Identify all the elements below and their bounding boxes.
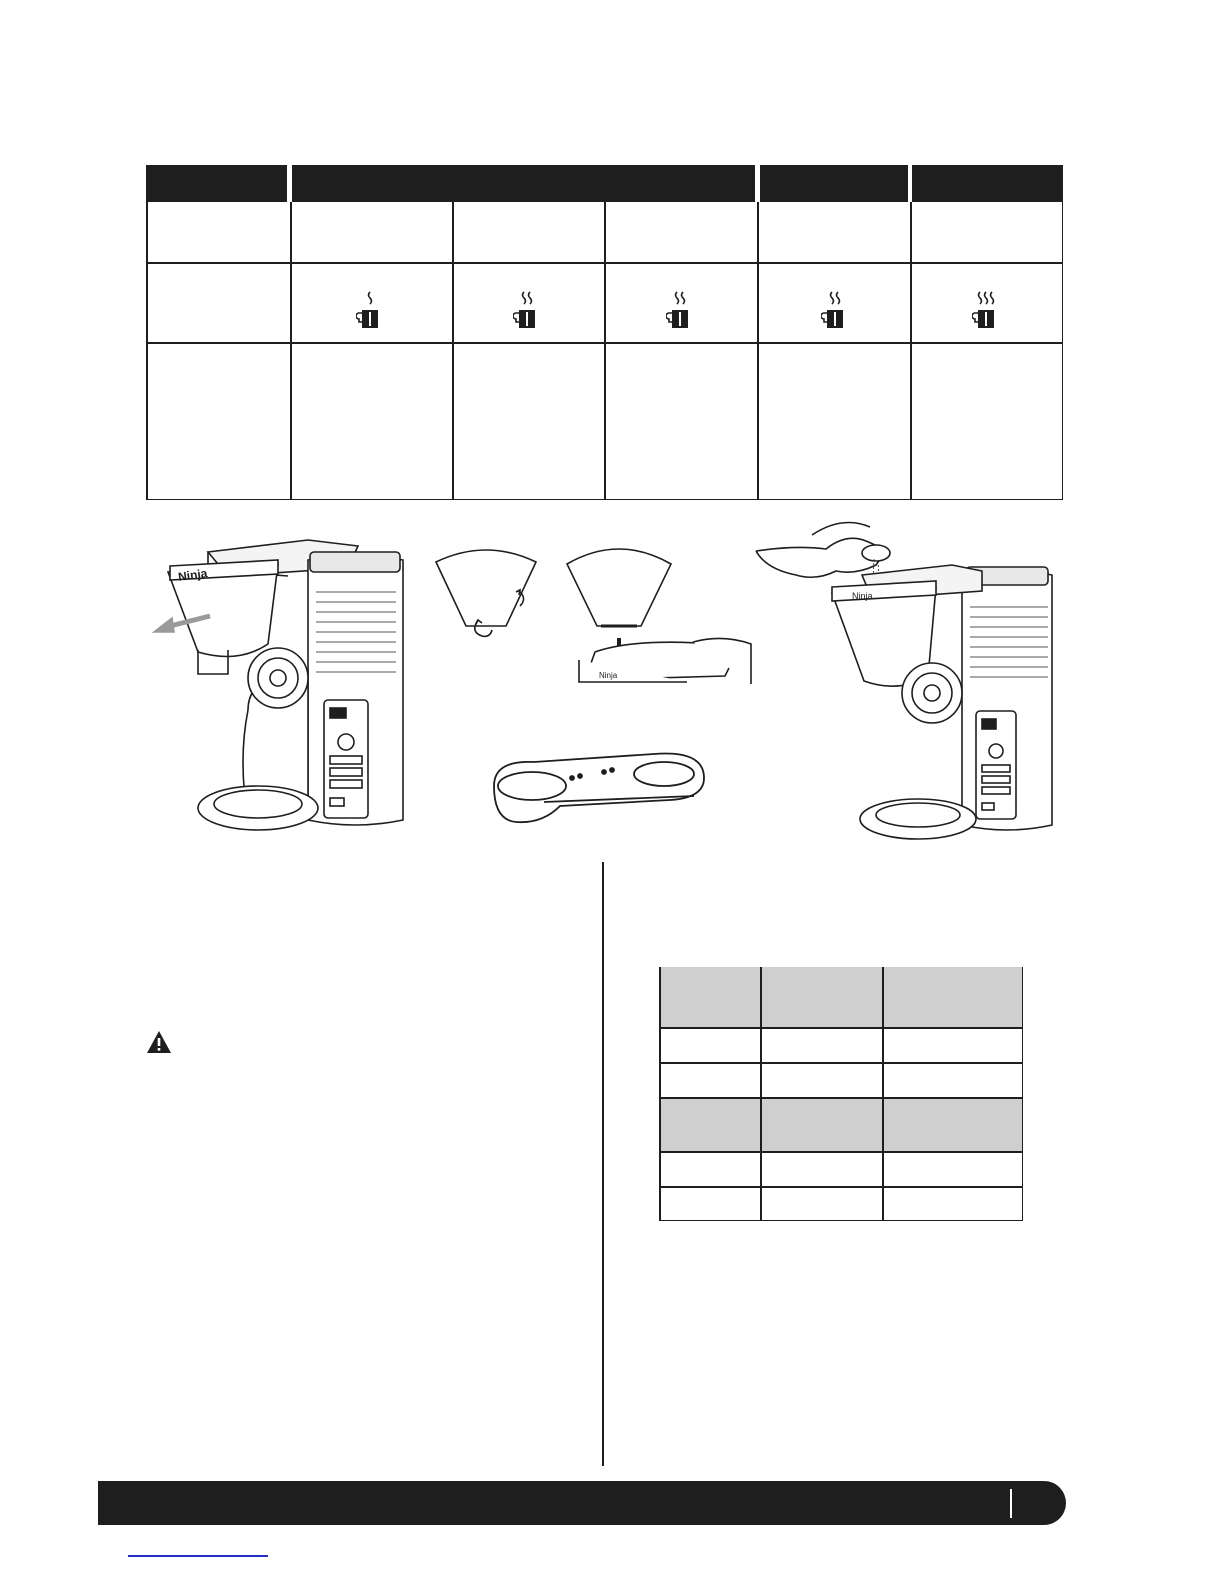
paper-filter-fold-illustration	[432, 548, 542, 640]
table-border	[910, 202, 912, 500]
table-border	[757, 202, 759, 500]
table-border	[760, 967, 762, 1221]
table-header-cell	[292, 165, 755, 202]
table-header-cell	[146, 165, 287, 202]
mug-strength-1-icon	[356, 290, 384, 335]
table-row-divider	[659, 1027, 1023, 1029]
table-row-divider	[659, 1151, 1023, 1153]
table-header-row	[659, 1098, 1023, 1151]
coffee-maker-add-grounds-illustration	[752, 515, 1057, 845]
basket-logo-text: Ninja	[599, 671, 618, 680]
right-machine-logo-text: Ninja	[852, 591, 873, 601]
coffee-scoop-illustration	[484, 744, 710, 832]
table-header-cell	[760, 165, 908, 202]
table-border	[146, 202, 148, 500]
warning-triangle-icon	[146, 1030, 172, 1054]
table-border	[452, 202, 454, 500]
table-border	[659, 967, 661, 1221]
footer-link-underline[interactable]	[128, 1555, 268, 1557]
mug-strength-5-icon	[972, 290, 1000, 335]
table-row-divider	[659, 1097, 1023, 1099]
column-divider	[602, 862, 604, 1466]
table-header-cell	[912, 165, 1063, 202]
measurement-table	[659, 967, 1023, 1221]
table-row-divider	[146, 499, 1063, 501]
footer-divider	[1010, 1489, 1012, 1518]
mug-strength-3-icon	[666, 290, 694, 335]
table-border	[1022, 967, 1024, 1221]
mug-strength-4-icon	[821, 290, 849, 335]
table-border	[290, 202, 292, 500]
table-row-divider	[146, 342, 1063, 344]
table-border	[882, 967, 884, 1221]
table-header-row	[659, 967, 1023, 1027]
table-row-divider	[659, 1062, 1023, 1064]
table-border	[1062, 202, 1064, 500]
table-border	[604, 202, 606, 500]
left-machine-logo-text: Ninja	[177, 566, 209, 584]
filter-into-basket-illustration	[565, 548, 755, 688]
table-row-divider	[659, 1220, 1023, 1222]
footer-bar	[98, 1481, 1066, 1525]
table-row-divider	[146, 262, 1063, 264]
table-row-divider	[659, 1186, 1023, 1188]
mug-strength-2-icon	[513, 290, 541, 335]
brew-size-table	[146, 165, 1063, 500]
